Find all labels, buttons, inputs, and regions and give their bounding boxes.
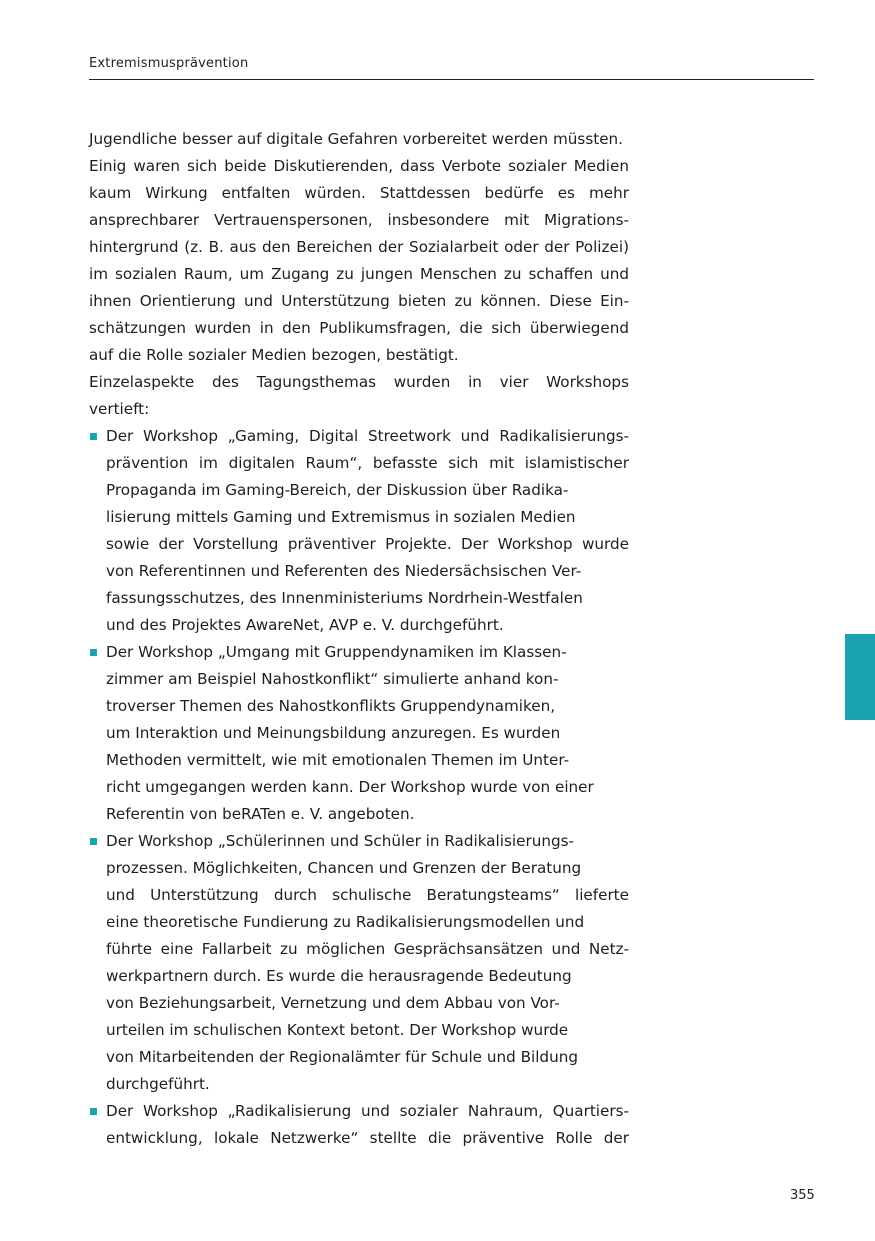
intro-paragraph <box>89 126 629 369</box>
text-line: lisierung mittels Gaming und Extremismus in sozialen Medien <box>106 508 576 526</box>
text-line: auf die Rolle sozialer Medien bezogen, bestätigt. <box>89 346 459 364</box>
text-line: richt umgegangen werden kann. Der Workshop wurde von einer <box>106 778 594 796</box>
text-line: fassungsschutzes, des Innenministeriums Nordrhein-Westfalen <box>106 589 583 607</box>
text-line: von Referentinnen und Referenten des Niedersächsischen Ver- <box>106 562 582 580</box>
text-line: troverser Themen des Nahostkonflikts Gruppendynamiken, <box>106 697 556 715</box>
text-line: hintergrund (z. B. aus den Bereichen der Sozialarbeit oder der Polizei) <box>89 238 629 256</box>
text-line: Referentin von beRATen e. V. angeboten. <box>106 805 415 823</box>
text-line: ansprechbarer Vertrauenspersonen, insbesondere mit Migrations- <box>89 211 629 229</box>
text-line: führte eine Fallarbeit zu möglichen Gesprächsansätzen und Netz- <box>106 940 629 958</box>
text-line: und des Projektes AwareNet, AVP e. V. durchgeführt. <box>106 616 504 634</box>
text-line: Einzelaspekte des Tagungsthemas wurden in vier Workshops <box>89 373 629 391</box>
header-rule <box>89 79 814 80</box>
workshop-item-schulische-beratung <box>89 828 629 1098</box>
text-line: prozessen. Möglichkeiten, Chancen und Grenzen der Beratung <box>106 859 582 877</box>
text-line: entwicklung, lokale Netzwerke“ stellte die präventive Rolle der <box>106 1129 629 1147</box>
text-line: durchgeführt. <box>106 1075 210 1093</box>
text-line: schätzungen wurden in den Publikumsfragen, die sich überwiegend <box>89 319 629 337</box>
chapter-thumb-tab <box>845 634 875 720</box>
text-line: Methoden vermittelt, wie mit emotionalen Themen im Unter- <box>106 751 570 769</box>
workshop-item-gruppendynamiken <box>89 639 629 828</box>
workshop-item-gaming <box>89 423 629 639</box>
text-line: werkpartnern durch. Es wurde die herausragende Bedeutung <box>106 967 572 985</box>
workshops-lead <box>89 369 629 423</box>
text-line: von Beziehungsarbeit, Vernetzung und dem Abbau von Vor- <box>106 994 560 1012</box>
text-line: von Mitarbeitenden der Regionalämter für Schule und Bildung <box>106 1048 578 1066</box>
bullet-square <box>90 1108 97 1115</box>
bullet-square <box>90 433 97 440</box>
text-line: vertieft: <box>89 400 150 418</box>
text-line: sowie der Vorstellung präventiver Projekte. Der Workshop wurde <box>106 535 629 553</box>
running-title: Extremismusprävention <box>89 56 249 71</box>
text-line: urteilen im schulischen Kontext betont. Der Workshop wurde <box>106 1021 569 1039</box>
text-line: um Interaktion und Meinungsbildung anzuregen. Es wurden <box>106 724 561 742</box>
workshop-item-sozialer-nahraum <box>89 1098 629 1152</box>
main-text <box>89 126 629 1152</box>
text-line: Propaganda im Gaming-Bereich, der Diskussion über Radika- <box>106 481 569 499</box>
text-line: ihnen Orientierung und Unterstützung bieten zu können. Diese Ein- <box>89 292 629 310</box>
text-line: im sozialen Raum, um Zugang zu jungen Menschen zu schaffen und <box>89 265 629 283</box>
bullet-square <box>90 838 97 845</box>
text-line: Der Workshop „Umgang mit Gruppendynamiken im Klassen- <box>106 643 567 661</box>
workshop-list <box>89 423 629 1152</box>
text-line: Einig waren sich beide Diskutierenden, dass Verbote sozialer Medien <box>89 157 629 175</box>
bullet-square <box>90 649 97 656</box>
page-number: 355 <box>790 1188 815 1203</box>
text-line: prävention im digitalen Raum“, befasste sich mit islamistischer <box>106 454 629 472</box>
text-line: zimmer am Beispiel Nahostkonflikt“ simulierte anhand kon- <box>106 670 559 688</box>
text-line: und Unterstützung durch schulische Beratungsteams“ lieferte <box>106 886 629 904</box>
text-line: kaum Wirkung entfalten würden. Stattdessen bedürfe es mehr <box>89 184 629 202</box>
text-line: Der Workshop „Schülerinnen und Schüler in Radikalisierungs- <box>106 832 574 850</box>
text-line: Jugendliche besser auf digitale Gefahren vorbereitet werden müssten. <box>89 130 623 148</box>
text-line: Der Workshop „Gaming, Digital Streetwork und Radikalisierungs- <box>106 427 629 445</box>
text-line: eine theoretische Fundierung zu Radikalisierungsmodellen und <box>106 913 585 931</box>
text-line: Der Workshop „Radikalisierung und sozialer Nahraum, Quartiers- <box>106 1102 629 1120</box>
